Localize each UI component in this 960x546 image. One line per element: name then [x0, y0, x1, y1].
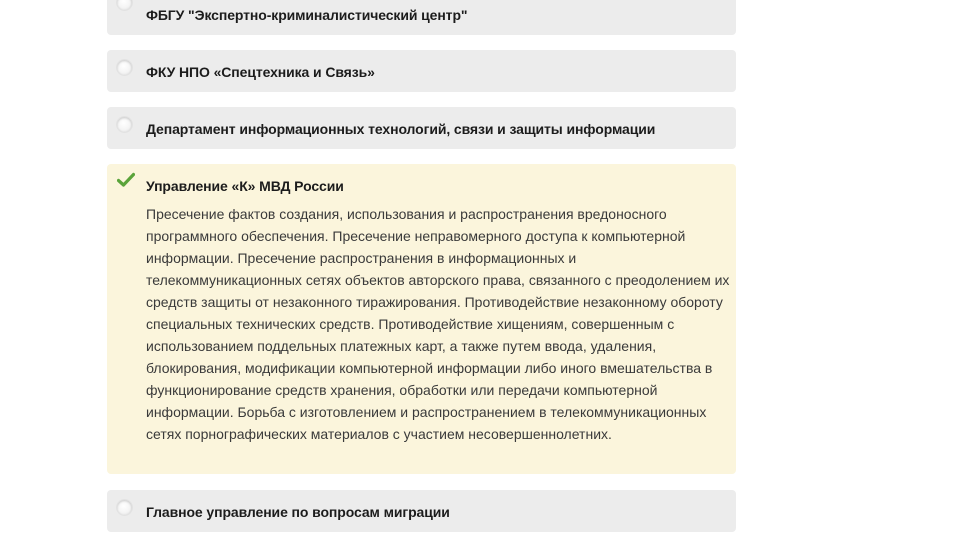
checkmark-icon [117, 172, 135, 188]
answer-option-label: ФБГУ "Экспертно-криминалистический центр" [146, 7, 468, 23]
answer-option-dit[interactable] [107, 107, 736, 149]
answer-explanation-text: Пресечение фактов создания, использования и распространения вредоносного программного обеспечения. Пресечение неправомерного доступа к компьютерной информации. Пресечение распространения в информационных и телекоммуникационных сетях объектов авторского права, связанного с преодолением их средств защиты от незаконного тиражирования. Противодействие незаконному обороту специальных технических средств. Противодействие хищениям, совершенным с использованием поддельных платежных карт, а также путем ввода, удаления, блокирования, модификации компьютерной информации либо иного вмешательства в функционирование средств хранения, обработки или передачи компьютерной информации. Борьба с изготовлением и распространением в телекоммуникационных сетях порнографических материалов с участием несовершеннолетних. [146, 206, 730, 442]
answer-option-label: Управление «К» МВД России [146, 178, 344, 194]
answer-option-label: Департамент информационных технологий, связи и защиты информации [146, 121, 656, 137]
radio-unchecked-icon[interactable] [117, 500, 132, 515]
answer-option-specteh[interactable] [107, 50, 736, 92]
answer-option-migration[interactable] [107, 490, 736, 532]
radio-unchecked-icon[interactable] [117, 60, 132, 75]
answer-option-label: ФКУ НПО «Спецтехника и Связь» [146, 64, 375, 80]
radio-unchecked-icon[interactable] [117, 0, 132, 10]
answer-option-upravlenie-k [107, 164, 736, 474]
radio-unchecked-icon[interactable] [117, 117, 132, 132]
answer-option-label: Главное управление по вопросам миграции [146, 504, 450, 520]
answer-option-ekc[interactable] [107, 0, 736, 35]
